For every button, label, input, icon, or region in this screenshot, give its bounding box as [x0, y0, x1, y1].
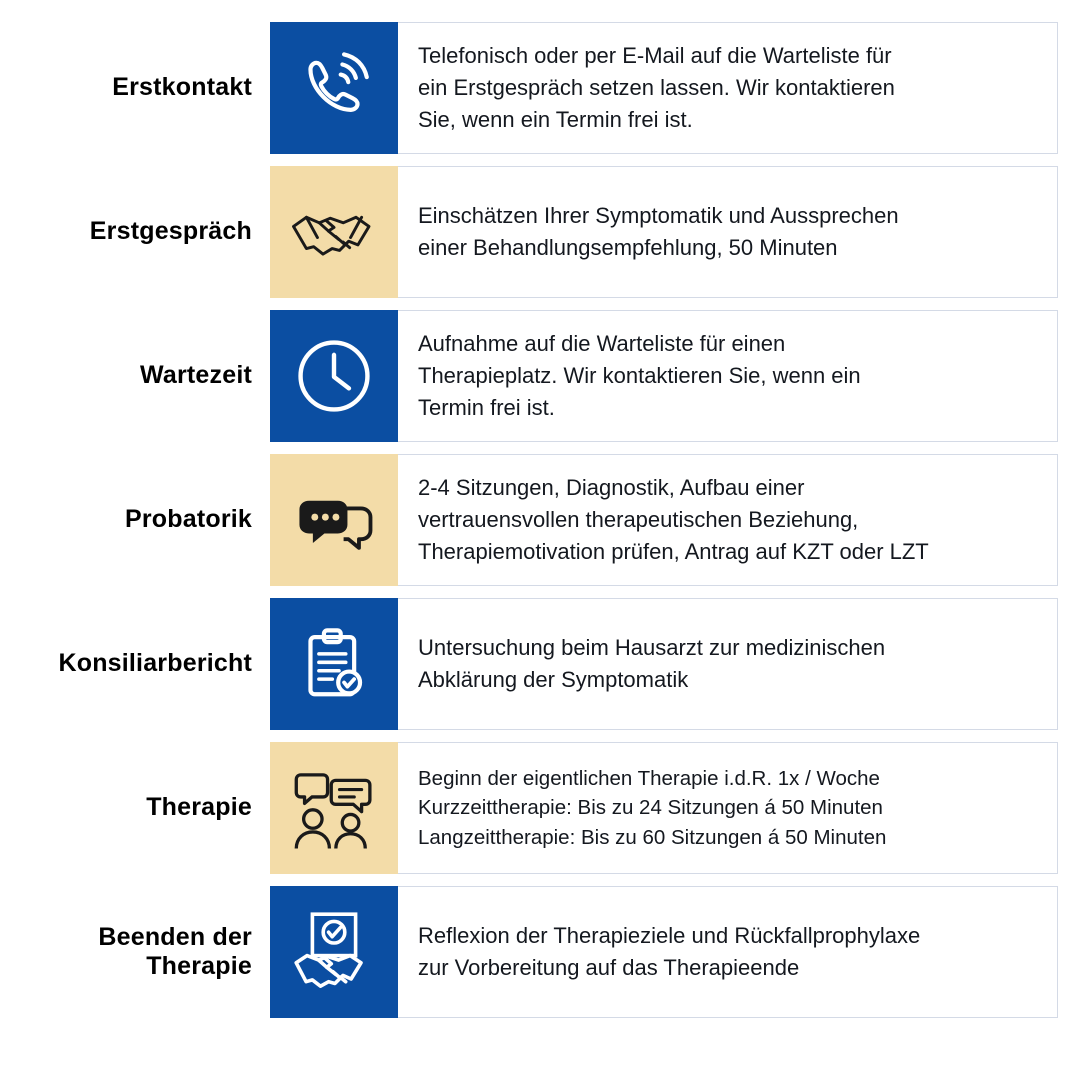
step-text-line: Kurzzeittherapie: Bis zu 24 Sitzungen á 50 Minuten	[418, 796, 883, 820]
step-text-line: ein Erstgespräch setzen lassen. Wir kontaktieren	[418, 75, 895, 101]
process-step-row	[22, 310, 1058, 442]
process-step-row	[22, 742, 1058, 874]
handshake-icon	[270, 166, 398, 298]
step-text-line: Einschätzen Ihrer Symptomatik und Aussprechen	[418, 203, 899, 229]
step-text-line: Sie, wenn ein Termin frei ist.	[418, 106, 693, 132]
step-label: Erstgespräch	[89, 217, 252, 246]
clock-icon	[270, 310, 398, 442]
step-text-line: Untersuchung beim Hausarzt zur medizinischen	[418, 635, 886, 661]
step-label: Erstkontakt	[112, 73, 252, 102]
process-step-row	[22, 166, 1058, 298]
step-label: Beenden der Therapie	[98, 922, 252, 980]
process-step-row	[22, 454, 1058, 586]
process-step-row	[22, 598, 1058, 730]
step-description	[398, 310, 1058, 442]
step-text-line: Beginn der eigentlichen Therapie i.d.R. 1x / Woche	[418, 767, 880, 791]
step-text-line: Reflexion der Therapieziele und Rückfallprophylaxe	[418, 923, 921, 949]
step-text-line: Therapiemotivation prüfen, Antrag auf KZT oder LZT	[418, 538, 929, 564]
step-text-line: Telefonisch oder per E-Mail auf die Warteliste für	[418, 43, 892, 69]
process-step-row	[22, 22, 1058, 154]
step-description	[398, 742, 1058, 874]
step-description	[398, 22, 1058, 154]
step-description	[398, 886, 1058, 1018]
speech-bubbles-icon	[270, 454, 398, 586]
step-text-line: zur Vorbereitung auf das Therapieende	[418, 955, 800, 980]
step-text-line: Aufnahme auf die Warteliste für einen	[418, 331, 786, 357]
step-text-line: vertrauensvollen therapeutischen Beziehung,	[418, 507, 859, 533]
step-text-line: Langzeittherapie: Bis zu 60 Sitzungen á 50 Minuten	[418, 825, 887, 849]
phone-ringing-icon	[270, 22, 398, 154]
people-talking-icon	[270, 742, 398, 874]
step-text-line: Abklärung der Symptomatik	[418, 667, 689, 692]
handshake-approved-icon	[270, 886, 398, 1018]
process-step-row	[22, 886, 1058, 1018]
step-label: Probatorik	[124, 505, 252, 534]
step-text-line: 2-4 Sitzungen, Diagnostik, Aufbau einer	[418, 475, 805, 501]
step-text-line: Therapieplatz. Wir kontaktieren Sie, wenn ein	[418, 363, 861, 389]
step-text-line: Termin frei ist.	[418, 394, 555, 420]
step-text-line: einer Behandlungsempfehlung, 50 Minuten	[418, 235, 838, 260]
step-label: Konsiliarbericht	[58, 649, 252, 678]
clipboard-check-icon	[270, 598, 398, 730]
step-description	[398, 454, 1058, 586]
step-label: Therapie	[146, 793, 252, 822]
step-description	[398, 598, 1058, 730]
step-label: Wartezeit	[139, 361, 252, 390]
step-description	[398, 166, 1058, 298]
